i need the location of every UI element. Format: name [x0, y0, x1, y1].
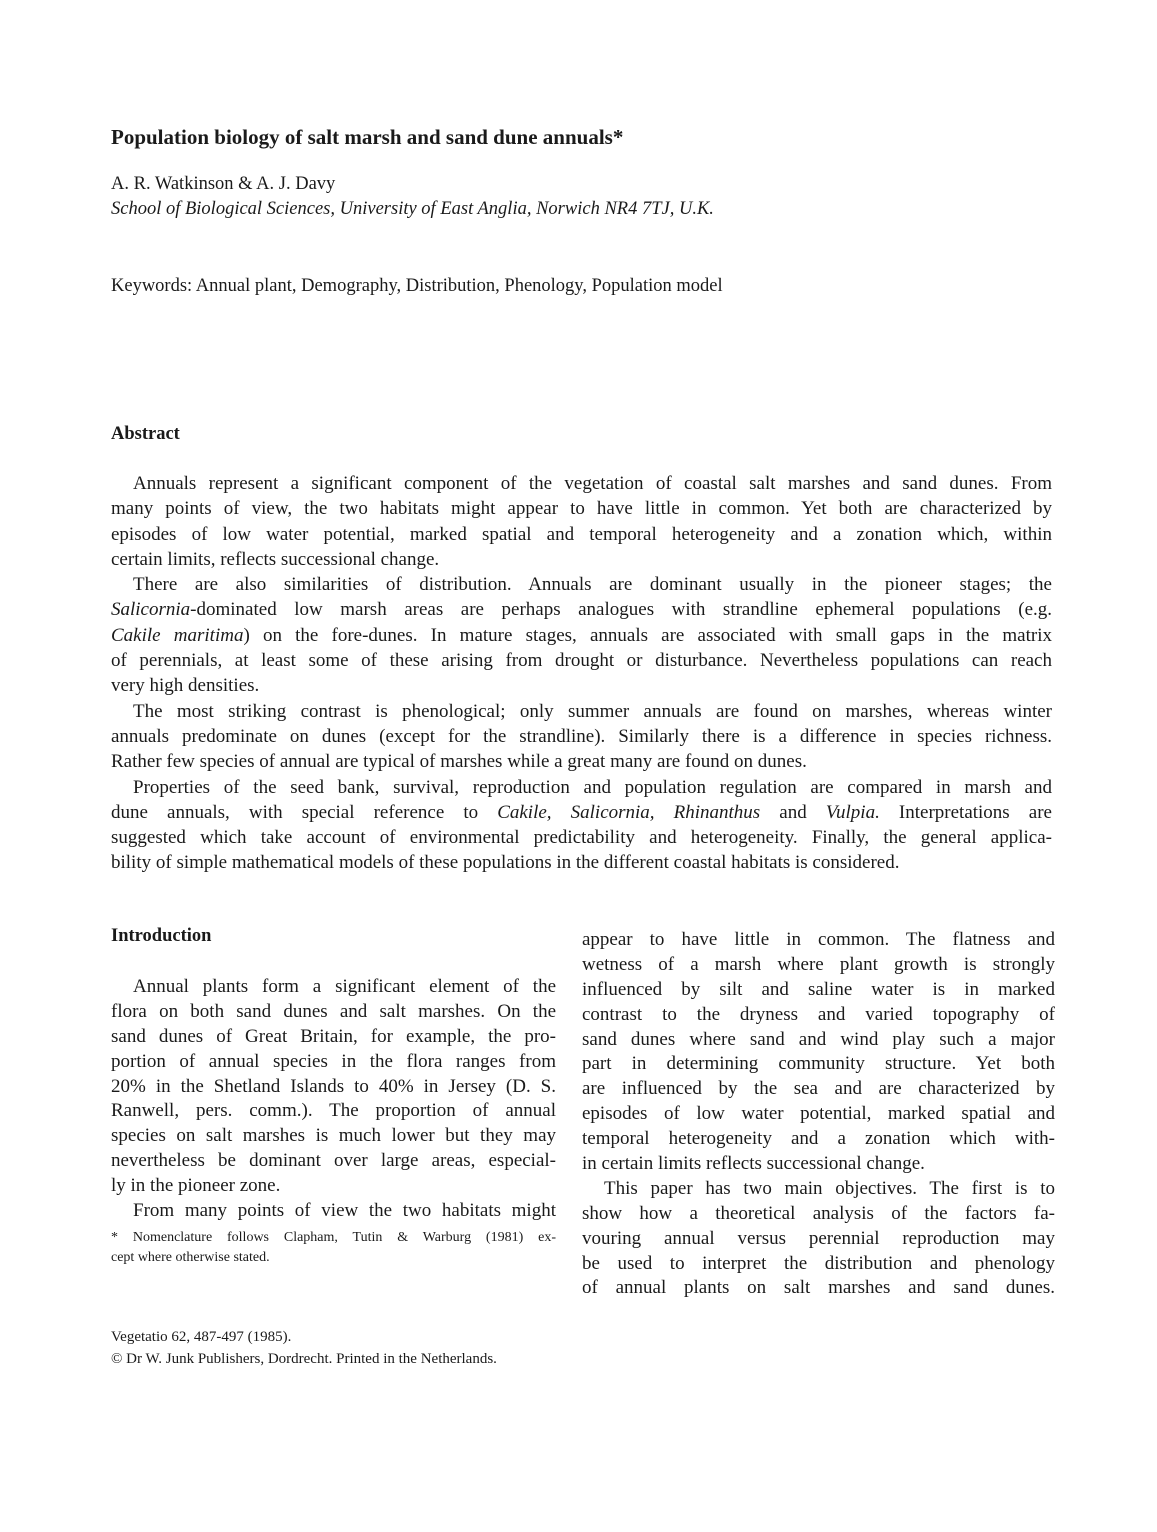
paragraph — [582, 1177, 1055, 1301]
text-line — [582, 1028, 1055, 1053]
paragraph — [582, 928, 1055, 1177]
text-segment: 20% in the Shetland Islands to 40% in Jersey (D. S. — [111, 1075, 556, 1097]
text-line — [111, 699, 1052, 724]
abstract-body — [111, 471, 1052, 876]
text-line — [111, 648, 1052, 673]
text-segment: flora on both sand dunes and salt marshes. On the — [111, 1000, 556, 1022]
text-line — [111, 850, 1052, 875]
text-segment: suggested which take account of environmental predictability and heterogeneity. Finally, the general applica- — [111, 827, 1052, 849]
text-segment: of annual plants on salt marshes and sand dunes. — [582, 1277, 1055, 1299]
text-segment: show how a theoretical analysis of the factors fa- — [582, 1202, 1055, 1224]
text-line — [111, 1149, 556, 1174]
text-segment: very high densities. — [111, 675, 260, 697]
text-segment: The most striking contrast is phenological; only summer annuals are found on marshes, whereas winter — [133, 700, 1052, 722]
text-segment: be used to interpret the distribution and phenology — [582, 1252, 1055, 1274]
text-segment: wetness of a marsh where plant growth is strongly — [582, 953, 1055, 975]
text-segment: nevertheless be dominant over large areas, especial- — [111, 1150, 556, 1172]
copyright-notice: © Dr W. Junk Publishers, Dordrecht. Printed in the Netherlands. — [111, 1351, 497, 1367]
text-segment: portion of annual species in the flora ranges from — [111, 1050, 556, 1072]
text-line — [111, 1124, 556, 1149]
text-segment: vouring annual versus perennial reproduction may — [582, 1227, 1055, 1249]
text-line — [582, 1127, 1055, 1152]
text-segment: sand dunes of Great Britain, for example, the pro- — [111, 1025, 556, 1047]
text-line — [111, 597, 1052, 622]
text-segment: many points of view, the two habitats might appear to have little in common. Yet both are characterized by — [111, 498, 1052, 520]
text-segment: ) on the fore-dunes. In mature stages, annuals are associated with small gaps in the matrix — [243, 624, 1052, 646]
paragraph — [111, 1228, 556, 1268]
paragraph — [111, 1199, 556, 1224]
text-line — [111, 623, 1052, 648]
text-line — [111, 975, 556, 1000]
introduction-heading: Introduction — [111, 926, 212, 946]
paragraph — [111, 471, 1052, 572]
text-line — [582, 1152, 1055, 1177]
text-line — [111, 673, 1052, 698]
text-line — [111, 1248, 556, 1268]
text-segment: ly in the pioneer zone. — [111, 1175, 281, 1197]
text-line — [111, 1025, 556, 1050]
text-segment: Properties of the seed bank, survival, reproduction and population regulation are compared in marsh and — [133, 776, 1052, 798]
text-segment: certain limits, reflects successional change. — [111, 548, 440, 570]
introduction-right-column — [582, 928, 1055, 1301]
text-line — [111, 1228, 556, 1248]
text-line — [111, 547, 1052, 572]
text-line — [111, 1099, 556, 1124]
text-segment: Rather few species of annual are typical of marshes while a great many are found on dunes. — [111, 751, 807, 773]
text-segment: in certain limits reflects successional change. — [582, 1153, 925, 1175]
text-segment: and — [760, 801, 826, 823]
italic-text: Cakile maritima — [111, 624, 244, 646]
paragraph — [111, 699, 1052, 775]
text-line — [582, 1227, 1055, 1252]
journal-citation: Vegetatio 62, 487-497 (1985). — [111, 1329, 292, 1345]
text-segment: temporal heterogeneity and a zonation which with- — [582, 1128, 1055, 1150]
text-line — [111, 572, 1052, 597]
italic-text: Cakile, Salicornia, Rhinanthus — [497, 801, 761, 823]
keywords: Keywords: Annual plant, Demography, Distribution, Phenology, Population model — [111, 276, 723, 296]
text-line — [111, 1075, 556, 1100]
text-segment: influenced by silt and saline water is in marked — [582, 978, 1055, 1000]
text-segment: episodes of low water potential, marked spatial and temporal heterogeneity and a zonation which, within — [111, 523, 1052, 545]
text-segment: -dominated low marsh areas are perhaps analogues with strandline ephemeral populations (e.g. — [190, 599, 1052, 621]
text-line — [111, 1000, 556, 1025]
text-line — [582, 978, 1055, 1003]
text-line — [111, 1174, 556, 1199]
text-line — [582, 1177, 1055, 1202]
text-segment: dune annuals, with special reference to — [111, 801, 498, 823]
text-segment: From many points of view the two habitats might — [133, 1200, 556, 1222]
authors: A. R. Watkinson & A. J. Davy — [111, 174, 336, 194]
text-line — [582, 953, 1055, 978]
text-segment: of perennials, at least some of these arising from drought or disturbance. Nevertheless populations can reach — [111, 650, 1052, 672]
text-line — [582, 928, 1055, 953]
introduction-left-column — [111, 975, 556, 1224]
text-segment: There are also similarities of distribution. Annuals are dominant usually in the pioneer stages; the — [133, 574, 1052, 596]
text-line — [582, 1252, 1055, 1277]
text-segment: * Nomenclature follows Clapham, Tutin & Warburg (1981) ex- — [111, 1230, 556, 1245]
text-line — [111, 825, 1052, 850]
text-line — [582, 1052, 1055, 1077]
paper-title: Population biology of salt marsh and sand dune annuals* — [111, 125, 624, 149]
text-segment: Ranwell, pers. comm.). The proportion of annual — [111, 1100, 556, 1122]
affiliation: School of Biological Sciences, University of East Anglia, Norwich NR4 7TJ, U.K. — [111, 199, 714, 219]
text-line — [111, 800, 1052, 825]
text-segment: contrast to the dryness and varied topography of — [582, 1003, 1055, 1025]
text-line — [111, 496, 1052, 521]
text-line — [111, 1050, 556, 1075]
text-line — [111, 471, 1052, 496]
text-line — [111, 522, 1052, 547]
text-segment: Interpretations are — [879, 801, 1052, 823]
text-segment: species on salt marshes is much lower but they may — [111, 1125, 556, 1147]
text-line — [582, 1077, 1055, 1102]
text-line — [582, 1202, 1055, 1227]
text-line — [111, 775, 1052, 800]
text-line — [111, 1199, 556, 1224]
abstract-heading: Abstract — [111, 424, 180, 444]
text-segment: part in determining community structure. Yet both — [582, 1053, 1055, 1075]
paragraph — [111, 775, 1052, 876]
text-segment: Annuals represent a significant component of the vegetation of coastal salt marshes and sand dunes. From — [133, 473, 1052, 494]
paragraph — [111, 572, 1052, 698]
text-line — [111, 749, 1052, 774]
text-line — [582, 1102, 1055, 1127]
text-segment: Annual plants form a significant element of the — [133, 976, 556, 997]
text-segment: This paper has two main objectives. The first is to — [604, 1177, 1055, 1199]
text-line — [582, 1003, 1055, 1028]
text-segment: appear to have little in common. The flatness and — [582, 929, 1055, 950]
text-segment: sand dunes where sand and wind play such a major — [582, 1028, 1055, 1050]
text-line — [111, 724, 1052, 749]
text-segment: episodes of low water potential, marked spatial and — [582, 1103, 1055, 1125]
text-segment: cept where otherwise stated. — [111, 1250, 270, 1265]
footnote — [111, 1228, 556, 1268]
italic-text: Vulpia. — [825, 801, 880, 823]
text-line — [582, 1276, 1055, 1301]
italic-text: Salicornia — [111, 599, 191, 621]
paragraph — [111, 975, 556, 1199]
text-segment: bility of simple mathematical models of these populations in the different coastal habitats is considered. — [111, 852, 900, 874]
text-segment: are influenced by the sea and are characterized by — [582, 1078, 1055, 1100]
text-segment: annuals predominate on dunes (except for the strandline). Similarly there is a difference in species richness. — [111, 725, 1052, 747]
